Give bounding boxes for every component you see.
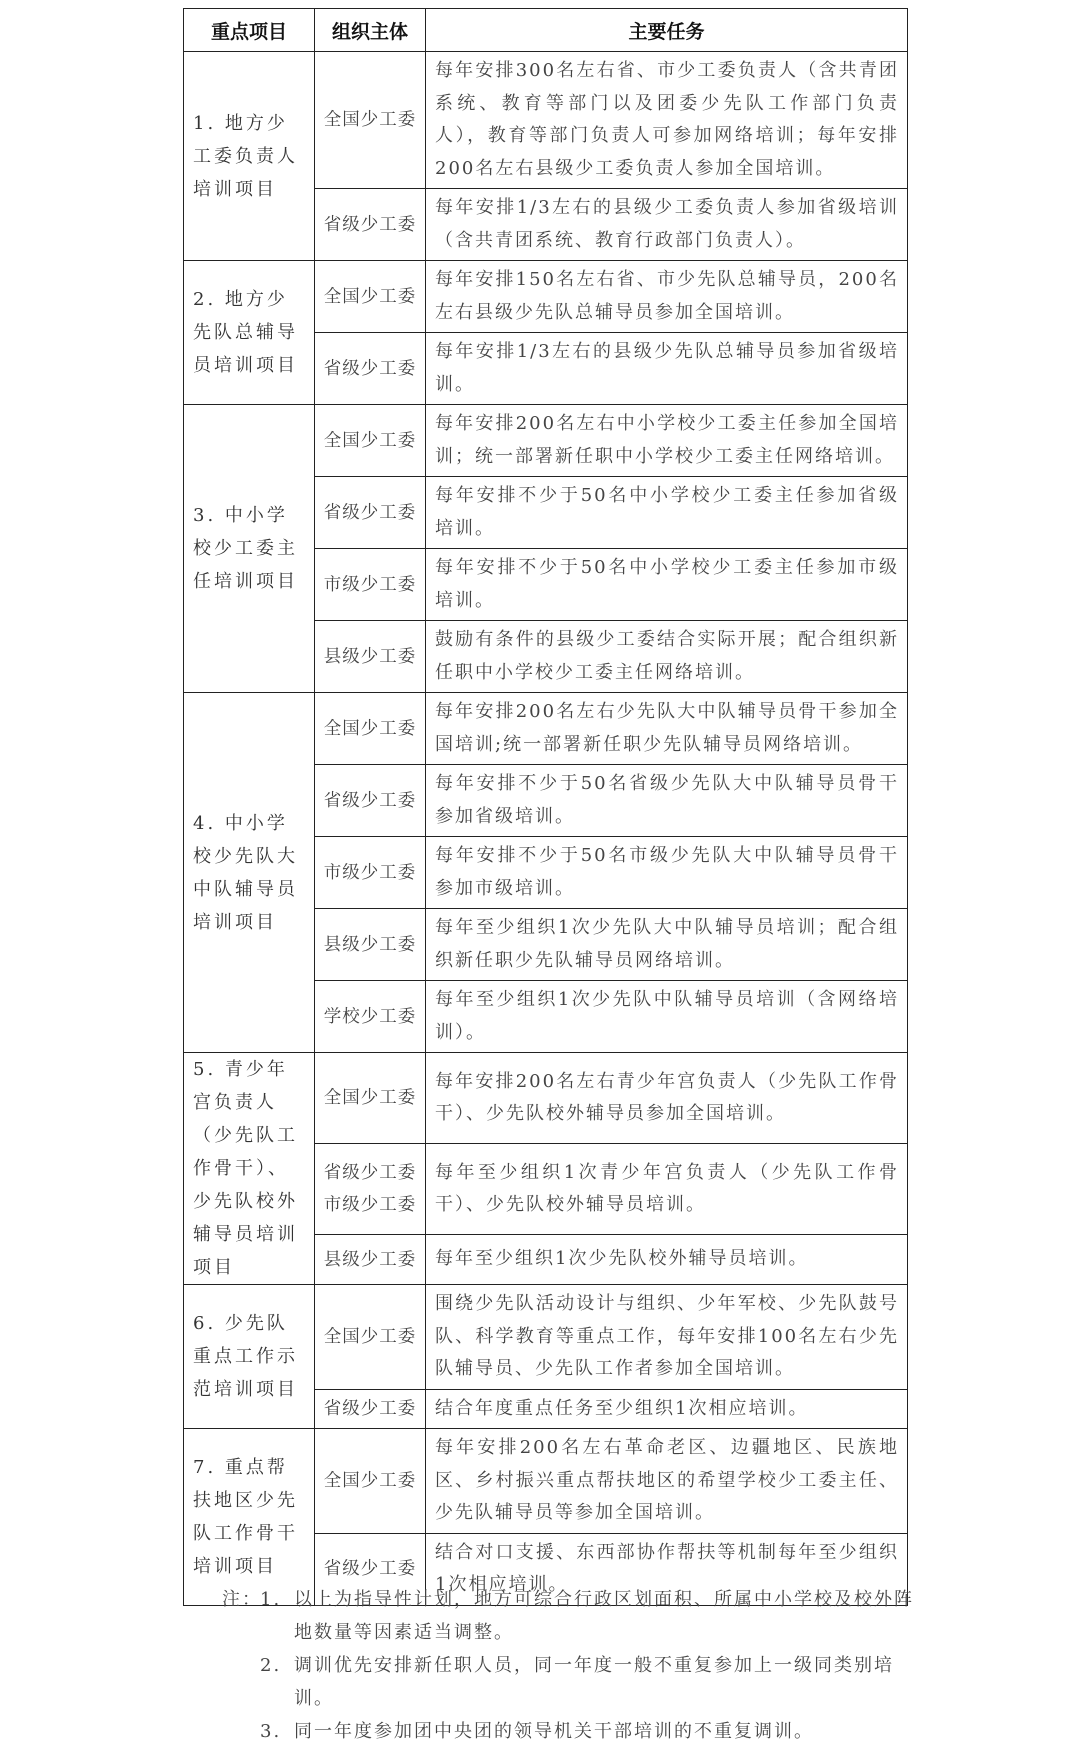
training-plan-table (183, 8, 908, 1606)
note-item (222, 1715, 922, 1748)
task-cell: 每年至少组织1次青少年宫负责人（少先队工作骨干）、少先队校外辅导员培训。 (426, 1144, 908, 1235)
project-name-cell: 3. 中小学校少工委主任培训项目 (184, 405, 315, 693)
task-cell: 每年安排150名左右省、市少先队总辅导员，200名左右县级少先队总辅导员参加全国培训。 (426, 261, 908, 333)
note-text: 调训优先安排新任职人员，同一年度一般不重复参加上一级同类别培训。 (294, 1655, 894, 1709)
table-row (184, 693, 908, 765)
org-cell: 全国少工委 (315, 1429, 426, 1534)
project-name-cell: 5. 青少年宫负责人（少先队工作骨干）、少先队校外辅导员培训项目 (184, 1053, 315, 1285)
notes-label: 注： (222, 1589, 262, 1610)
task-cell: 每年安排200名左右青少年宫负责人（少先队工作骨干）、少先队校外辅导员参加全国培训。 (426, 1053, 908, 1144)
header-project: 重点项目 (184, 9, 315, 52)
task-cell: 每年安排200名左右革命老区、边疆地区、民族地区、乡村振兴重点帮扶地区的希望学校少工委主任、少先队辅导员等参加全国培训。 (426, 1429, 908, 1534)
task-cell: 每年安排200名左右少先队大中队辅导员骨干参加全国培训;统一部署新任职少先队辅导员网络培训。 (426, 693, 908, 765)
task-cell: 每年安排1/3左右的县级少工委负责人参加省级培训（含共青团系统、教育行政部门负责人）。 (426, 189, 908, 261)
org-cell: 全国少工委 (315, 52, 426, 189)
org-cell: 县级少工委 (315, 1235, 426, 1285)
project-name-cell: 7. 重点帮扶地区少先队工作骨干培训项目 (184, 1429, 315, 1606)
task-cell: 每年安排1/3左右的县级少先队总辅导员参加省级培训。 (426, 333, 908, 405)
org-cell: 市级少工委 (315, 549, 426, 621)
table-row (184, 1429, 908, 1534)
task-cell: 每年至少组织1次少先队大中队辅导员培训；配合组织新任职少先队辅导员网络培训。 (426, 909, 908, 981)
project-name-cell: 1. 地方少工委负责人培训项目 (184, 52, 315, 261)
note-number: 1. (260, 1589, 282, 1610)
table-body (184, 52, 908, 1606)
task-cell: 每年安排不少于50名市级少先队大中队辅导员骨干参加市级培训。 (426, 837, 908, 909)
org-cell: 学校少工委 (315, 981, 426, 1053)
org-cell: 全国少工委 (315, 693, 426, 765)
header-task: 主要任务 (426, 9, 908, 52)
task-cell: 围绕少先队活动设计与组织、少年军校、少先队鼓号队、科学教育等重点工作，每年安排100名左右少先队辅导员、少先队工作者参加全国培训。 (426, 1285, 908, 1390)
task-cell: 每年安排不少于50名省级少先队大中队辅导员骨干参加省级培训。 (426, 765, 908, 837)
task-cell: 每年安排200名左右中小学校少工委主任参加全国培训；统一部署新任职中小学校少工委主任网络培训。 (426, 405, 908, 477)
org-cell: 全国少工委 (315, 405, 426, 477)
org-cell: 省级少工委 (315, 333, 426, 405)
org-line: 省级少工委 (323, 1163, 417, 1184)
task-cell: 每年安排不少于50名中小学校少工委主任参加省级培训。 (426, 477, 908, 549)
task-cell: 每年安排300名左右省、市少工委负责人（含共青团系统、教育等部门以及团委少先队工作部门负责人），教育等部门负责人可参加网络培训；每年安排200名左右县级少工委负责人参加全国培训。 (426, 52, 908, 189)
task-cell: 结合对口支援、东西部协作帮扶等机制每年至少组织1次相应培训。 (426, 1533, 908, 1605)
task-cell: 鼓励有条件的县级少工委结合实际开展；配合组织新任职中小学校少工委主任网络培训。 (426, 621, 908, 693)
org-cell: 省级少工委 (315, 1389, 426, 1429)
org-line: 市级少工委 (323, 1195, 417, 1216)
project-name-cell: 6. 少先队重点工作示范培训项目 (184, 1285, 315, 1429)
org-cell: 全国少工委 (315, 261, 426, 333)
org-cell: 市级少工委 (315, 837, 426, 909)
task-cell: 每年至少组织1次少先队中队辅导员培训（含网络培训）。 (426, 981, 908, 1053)
org-cell: 县级少工委 (315, 909, 426, 981)
header-org: 组织主体 (315, 9, 426, 52)
table-row (184, 1053, 908, 1144)
project-name-cell: 2. 地方少先队总辅导员培训项目 (184, 261, 315, 405)
org-cell: 全国少工委 (315, 1285, 426, 1390)
notes-section (222, 1583, 922, 1748)
task-cell: 结合年度重点任务至少组织1次相应培训。 (426, 1389, 908, 1429)
task-cell: 每年安排不少于50名中小学校少工委主任参加市级培训。 (426, 549, 908, 621)
org-cell (315, 1144, 426, 1235)
org-cell: 全国少工委 (315, 1053, 426, 1144)
note-text: 以上为指导性计划，地方可综合行政区划面积、所属中小学校及校外阵地数量等因素适当调整。 (294, 1589, 914, 1643)
org-cell: 省级少工委 (315, 765, 426, 837)
note-number: 2. (260, 1655, 282, 1676)
table-row (184, 1285, 908, 1390)
table-header-row (184, 9, 908, 52)
note-item (222, 1583, 922, 1649)
note-item (222, 1649, 922, 1715)
table-row (184, 405, 908, 477)
table-row (184, 261, 908, 333)
note-number: 3. (260, 1721, 282, 1742)
table-row (184, 52, 908, 189)
org-cell: 县级少工委 (315, 621, 426, 693)
note-text: 同一年度参加团中央团的领导机关干部培训的不重复调训。 (294, 1721, 814, 1742)
task-cell: 每年至少组织1次少先队校外辅导员培训。 (426, 1235, 908, 1285)
org-cell: 省级少工委 (315, 1533, 426, 1605)
org-cell: 省级少工委 (315, 477, 426, 549)
project-name-cell: 4. 中小学校少先队大中队辅导员培训项目 (184, 693, 315, 1053)
org-cell: 省级少工委 (315, 189, 426, 261)
